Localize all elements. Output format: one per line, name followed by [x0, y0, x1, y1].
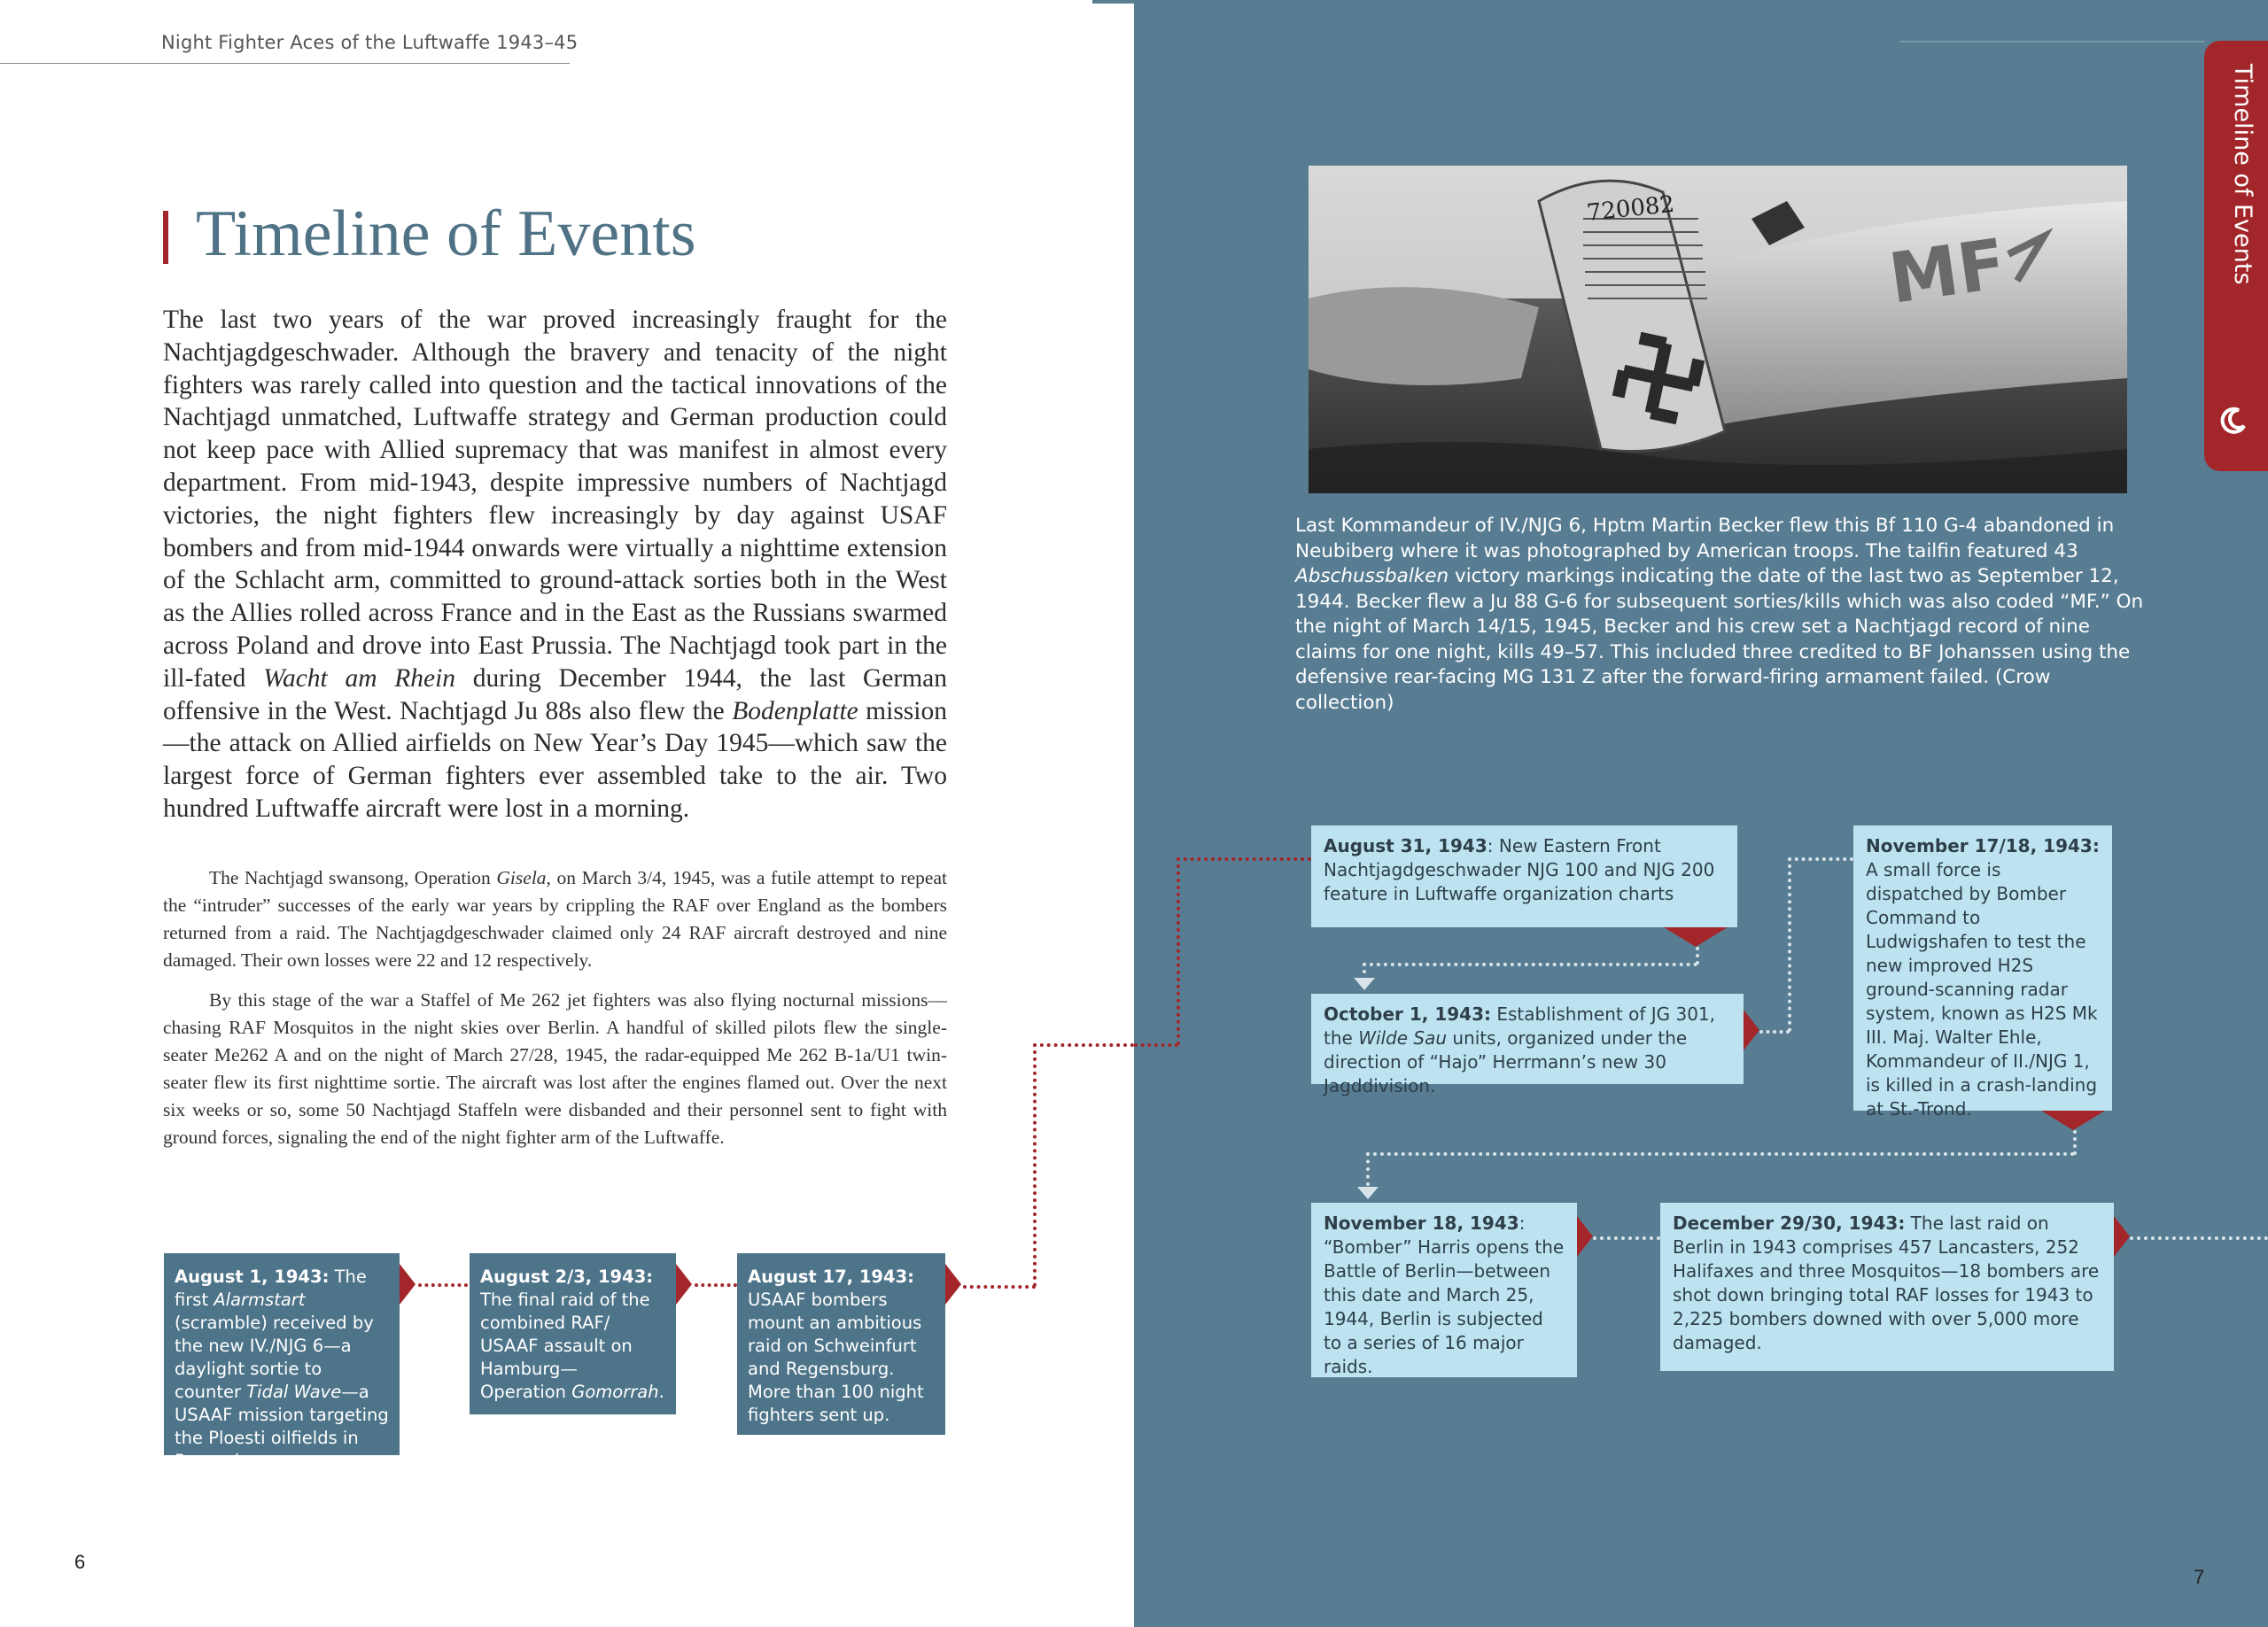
header-rule-right	[1899, 41, 2204, 43]
event-text: .	[658, 1382, 664, 1402]
timeline-connector	[1033, 1043, 1037, 1287]
timeline-arrow	[1357, 1187, 1379, 1199]
photo-caption	[1295, 514, 2146, 716]
timeline-connector	[1788, 857, 1853, 861]
event-text: : New Eastern Front Nachtjagdgeschwader NJG 100 and NJG 200 feature in Luftwaffe organization charts	[1324, 835, 1715, 904]
event-text: A small force is dispatched by Bomber Command to Ludwigshafen to test the new improved H2S ground-scanning radar system, known as H2S Mk III. Maj. Walter Ehle, Kommandeur of II./NJG 1, is killed in a crash-landing at St.-Trond.	[1866, 859, 2098, 1120]
event-text: —a USAAF mission targeting the Ploesti oilfields in Romania.	[175, 1382, 389, 1471]
intro-text: during December 1944, the last German offensive in the West. Nachtjagd Ju 88s also flew the	[163, 663, 947, 725]
event-date: August 1, 1943:	[175, 1267, 330, 1287]
crescent-moon-icon	[2219, 407, 2248, 435]
event-text: The last raid on Berlin in 1943 comprises 457 Lancasters, 252 Halifaxes and three Mosquitos—18 bombers are shot down bringing total RAF losses for 1943 to 2,225 bombers downed with over 5,000 more damaged.	[1673, 1213, 2100, 1353]
timeline-connector	[2073, 1130, 2077, 1155]
event-date: November 17/18, 1943:	[1866, 835, 2100, 856]
timeline-connector	[1177, 857, 1311, 861]
timeline-connector	[1363, 963, 1366, 973]
timeline-connector	[1366, 1152, 2075, 1156]
caption-text: Last Kommandeur of IV./NJG 6, Hptm Martin Becker flew this Bf 110 G-4 abandoned in Neubiberg where it was photographed by American troops. The tailfin featured 43	[1295, 515, 2115, 562]
event-text: (scramble) received by the new IV./NJG 6—a daylight sortie to counter	[175, 1313, 374, 1402]
event-text: The final raid of the combined RAF/ USAAF assault on Hamburg— Operation	[480, 1290, 650, 1402]
caption-text: victory markings indicating the date of the last two as September 12, 1944. Becker flew a Ju 88 G-6 for subsequent sorties/kills which was also coded “MF.” On the night of March 14/15, 1945, Becker and his crew set a Nachtjagd record of nine claims for one night, kills 49–57. This included three credited to BF Johanssen using the defensive rear-facing MG 131 Z after the forward-firing armament failed. (Crow collection)	[1295, 565, 2144, 714]
body-paragraph-2: By this stage of the war a Staffel of Me 262 jet fighters was also flying nocturnal missions—chasing RAF Mosquitos in the night skies over Berlin. A handful of skilled pilots flew the single-seater Me262 A and on the night of March 27/28, 1945, the radar-equipped Me 262 B-1a/U1 twin-seater flew its first nighttime sortie. The aircraft was lost after the engines flamed out. Over the next six weeks or so, some 50 Nachtjagd Staffeln were disbanded and their personnel sent to fight with ground forces, signaling the end of the night fighter arm of the Luftwaffe.	[163, 989, 947, 1148]
title-accent-bar	[163, 211, 168, 264]
timeline-arrow	[945, 1264, 961, 1305]
page-number-left: 6	[74, 1551, 86, 1573]
timeline-connector	[1696, 947, 1699, 965]
intro-paragraph	[163, 304, 947, 825]
event-date: August 17, 1943:	[748, 1267, 914, 1287]
header-rule	[0, 63, 570, 64]
event-italic: Wilde Sau	[1358, 1027, 1448, 1049]
timeline-arrow	[1577, 1216, 1593, 1257]
timeline-connector	[1759, 1030, 1790, 1034]
event-box-nov-17-18-1943	[1853, 825, 2112, 1120]
event-box-dec-29-30-1943	[1660, 1203, 2114, 1371]
event-box-aug-17-1943	[737, 1253, 945, 1435]
event-text: The first	[175, 1267, 367, 1310]
intro-italic-term: Wacht am Rhein	[263, 663, 456, 693]
aircraft-photo	[1309, 166, 2127, 493]
timeline-arrow	[1664, 927, 1728, 947]
bf110-photo-illustration	[1309, 166, 2127, 493]
event-box-aug-2-3-1943	[470, 1253, 676, 1414]
timeline-connector	[1366, 1152, 1370, 1186]
event-box-aug-1-1943	[164, 1253, 400, 1471]
body-italic-term: Gisela	[496, 867, 547, 888]
top-edge-marker	[1092, 0, 1134, 4]
timeline-connector	[695, 1283, 737, 1287]
event-box-oct-1-1943	[1311, 994, 1744, 1096]
fuselage-code: MF	[1884, 224, 2011, 320]
intro-text: mission—the attack on Allied airfields on New Year’s Day 1945—which saw the largest force of German fighters ever assembled take to the air. Two hundred Luftwaffe aircraft were lost in a morning.	[163, 696, 947, 823]
timeline-arrow	[2114, 1216, 2130, 1257]
timeline-connector	[1363, 963, 1697, 966]
page-title: Timeline of Events	[196, 198, 696, 270]
event-text: USAAF bombers mount an ambitious raid on Schweinfurt and Regensburg. More than 100 night fighters sent up.	[748, 1290, 924, 1425]
timeline-arrow	[1354, 978, 1375, 990]
event-date: August 31, 1943	[1324, 835, 1487, 856]
event-date: November 18, 1943	[1324, 1213, 1519, 1234]
event-box-aug-31-1943	[1311, 825, 1737, 927]
caption-italic-term: Abschussbalken	[1295, 565, 1449, 587]
event-text: Establishment of JG 301, the	[1324, 1003, 1716, 1049]
timeline-connector	[1177, 857, 1180, 1045]
body-paragraph-1	[163, 864, 947, 974]
body-text: The Nachtjagd swansong, Operation	[209, 867, 497, 888]
event-date: December 29/30, 1943:	[1673, 1213, 1906, 1234]
event-text: : “Bomber” Harris opens the Battle of Berlin—between this date and March 25, 1944, Berlin is subjected to a series of 16 major raids.	[1324, 1213, 1565, 1377]
event-date: August 2/3, 1943:	[480, 1267, 654, 1287]
event-box-nov-18-1943	[1311, 1203, 1577, 1377]
timeline-connector	[1033, 1043, 1134, 1047]
timeline-connector	[1788, 857, 1791, 1032]
intro-text: The last two years of the war proved increasingly fraught for the Nachtjagdgeschwader. Although the bravery and tenacity of the night fighters was rarely called into question and the tactical innovations of the Nachtjagd unmatched, Luftwaffe strategy and German production could not keep pace with Allied supremacy that was manifest in almost every department. From mid-1943, despite impressive numbers of Nachtjagd victories, the night fighters flew increasingly by day against USAF bombers and from mid-1944 onwards were virtually a nighttime extension of the Schlacht arm, committed to ground-attack sorties both in the West as the Allies rolled across France and in the East as the Russians swarmed across Poland and drove into East Prussia. The Nachtjagd took part in the ill-fated	[163, 306, 947, 693]
timeline-connector	[1134, 1043, 1178, 1047]
page-number-right: 7	[2194, 1566, 2205, 1588]
event-italic: Alarmstart	[214, 1290, 306, 1310]
timeline-arrow	[676, 1264, 692, 1305]
timeline-arrow	[1744, 1010, 1759, 1050]
timeline-connector	[418, 1283, 468, 1287]
timeline-arrow	[400, 1264, 416, 1305]
timeline-arrow	[2041, 1111, 2105, 1130]
event-italic: Tidal Wave	[246, 1382, 342, 1402]
body-text: , on March 3/4, 1945, was a futile attempt to repeat the “intruder” successes of the early war years by crippling the RAF over England as the bombers returned from a raid. The Nachtjagdgeschwader claimed only 24 RAF aircraft destroyed and nine damaged. Their own losses were 22 and 12 respectively.	[163, 867, 947, 971]
running-head: Night Fighter Aces of the Luftwaffe 1943–45	[161, 32, 579, 53]
timeline-connector	[1593, 1236, 1660, 1240]
tail-serial: 720082	[1585, 190, 1676, 227]
side-tab-label: Timeline of Events	[2229, 64, 2256, 285]
event-date: October 1, 1943:	[1324, 1003, 1492, 1025]
timeline-connector	[963, 1285, 1036, 1289]
timeline-connector	[2130, 1236, 2268, 1240]
event-italic: Gomorrah	[571, 1382, 659, 1402]
intro-italic-term: Bodenplatte	[732, 696, 858, 725]
event-text: units, organized under the direction of “Hajo” Herrmann’s new 30 Jagddivision.	[1324, 1027, 1688, 1096]
